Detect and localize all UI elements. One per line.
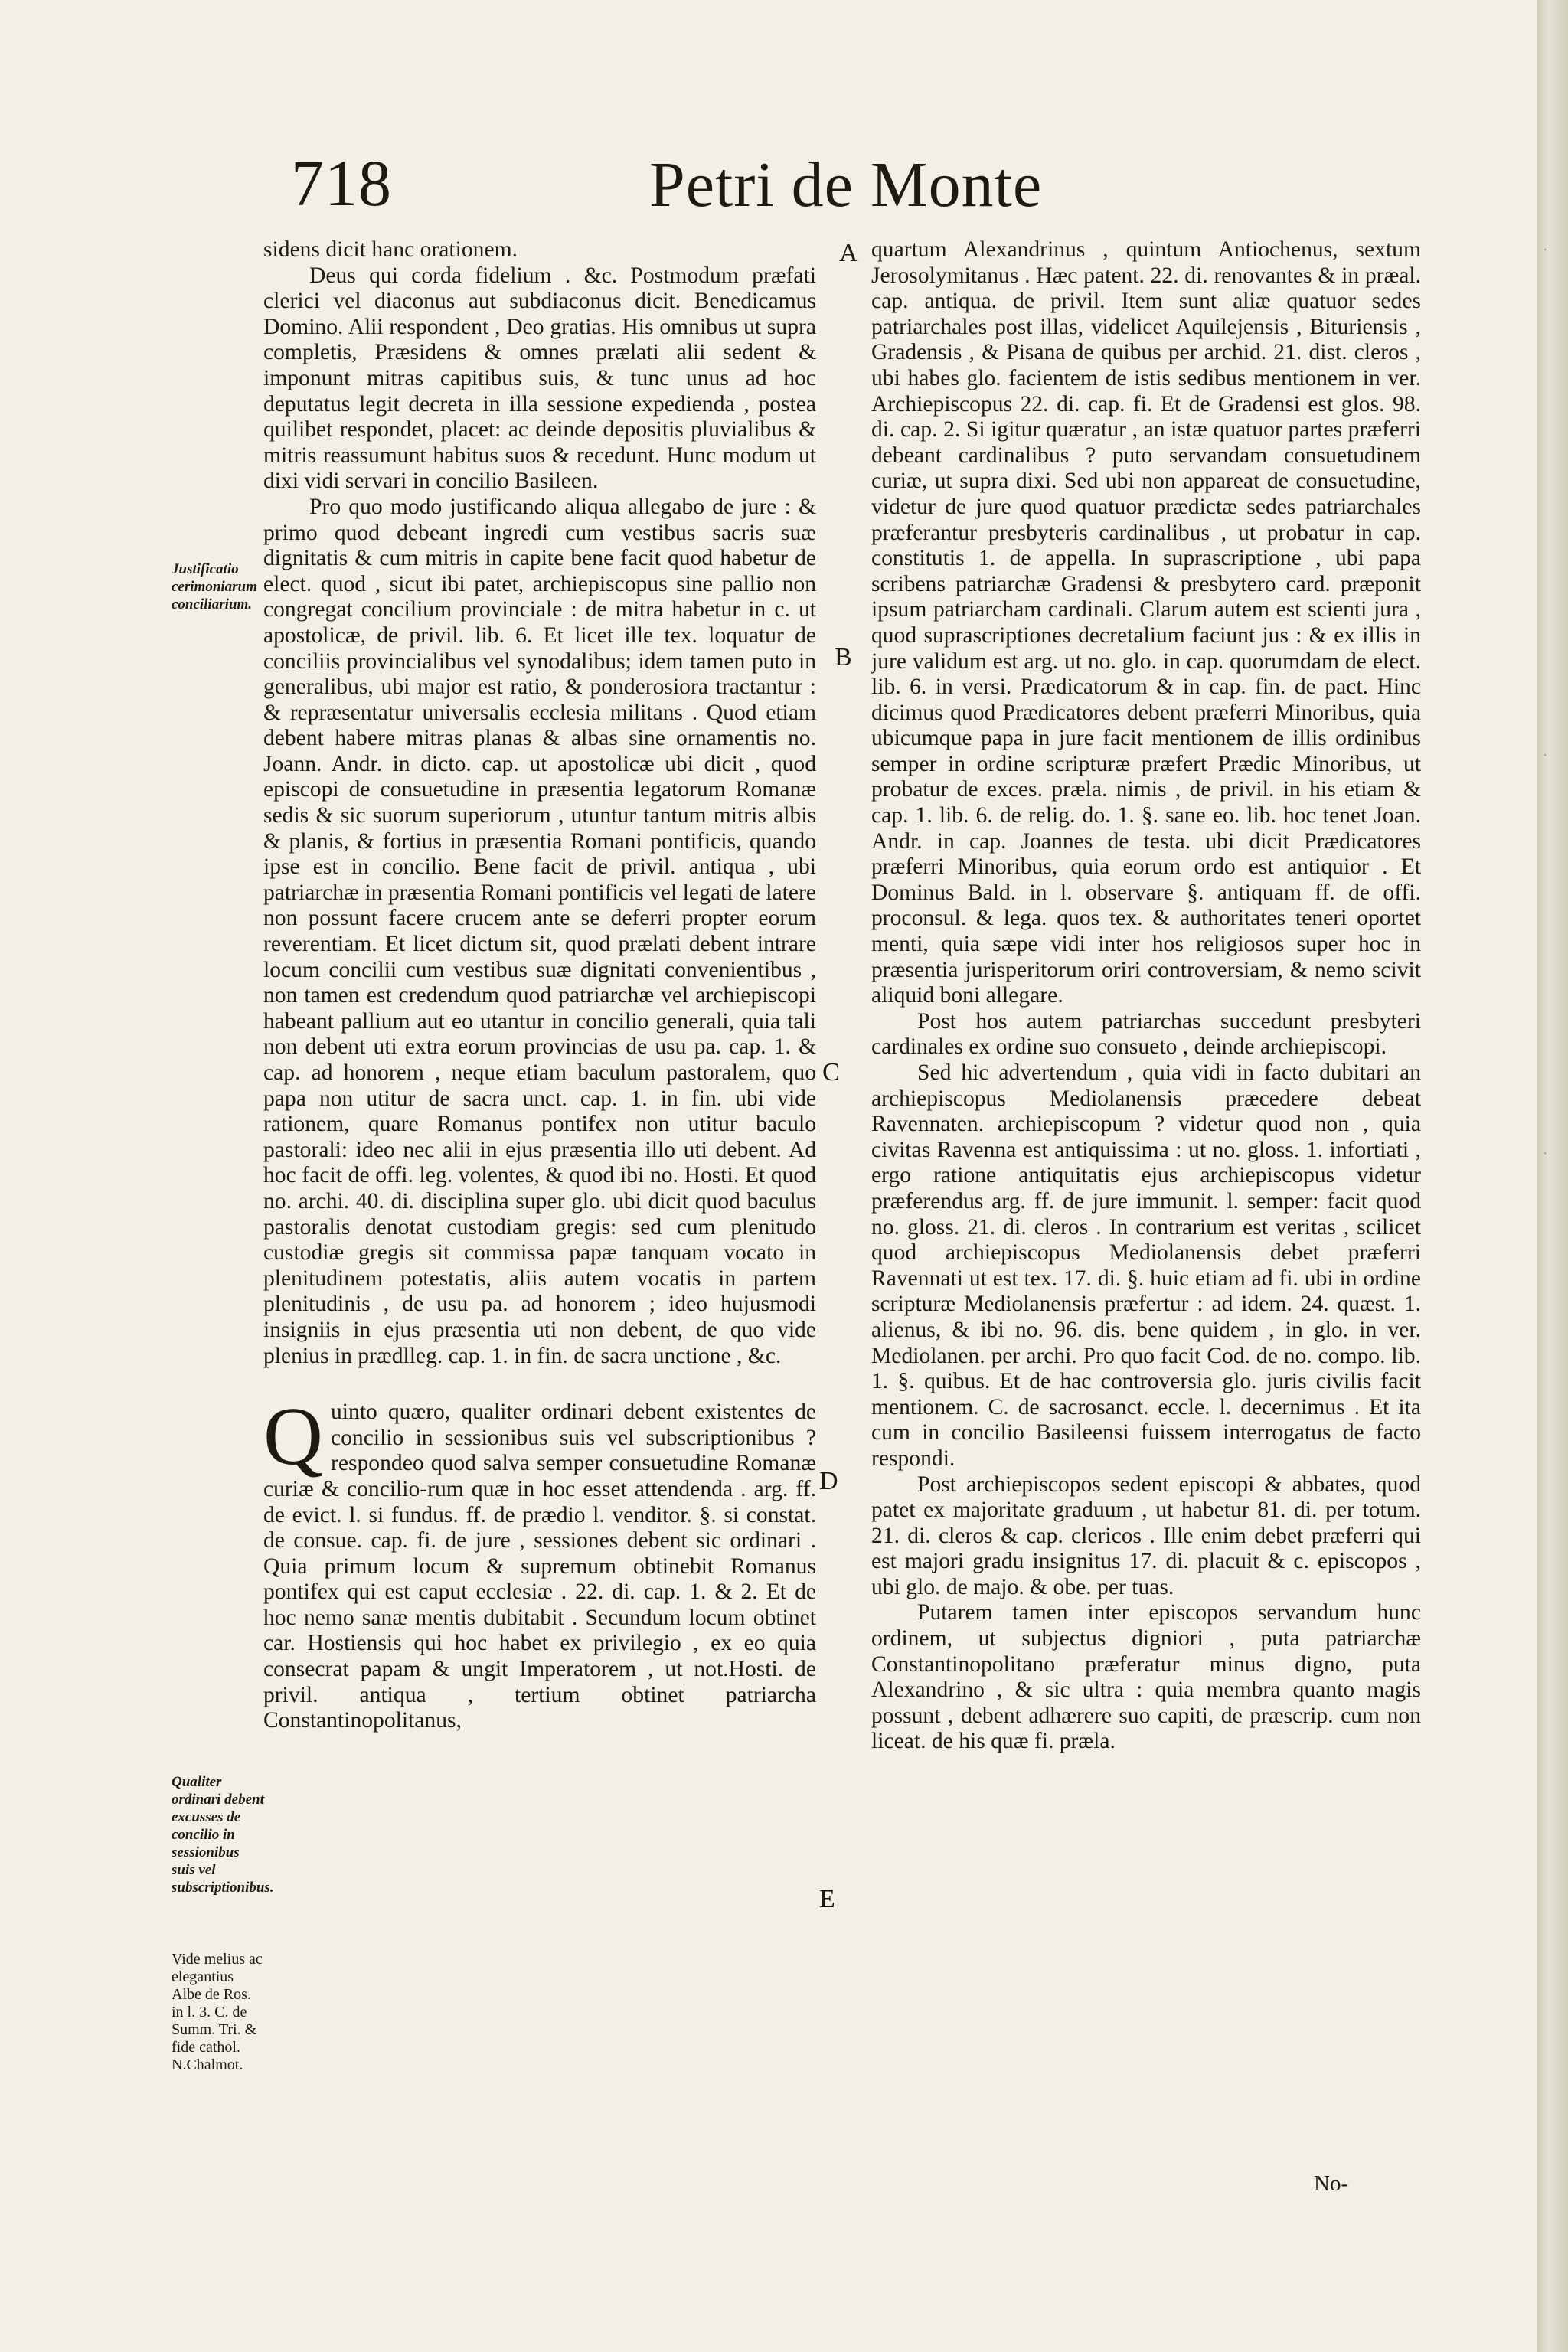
right-paragraph-4: Post archiepiscopos sedent episcopi & abbates, quod patet ex majoritate graduum , ut habetur 81. di. per totum. 21. di. cleros & cap. clericos . Ille enim debet præferri qui est majori gradu insignitus 17. di. placuit & c. episcopos , ubi glo. de majo. & obe. per tuas. [871,1472,1421,1599]
next-page-edge [1537,0,1568,2352]
catch-word: No- [1314,2171,1349,2196]
margin-note-qualiter: Qualiter ordinari debent excusses de concilio in sessionibus suis vel subscriptionibus. [172,1774,274,1896]
right-column [871,237,1421,1755]
edge-fragment: · [1544,245,1547,256]
margin-note-vide: Vide melius ac elegantius Albe de Ros. in l. 3. C. de Summ. Tri. & fide cathol. N.Chalmot. [172,1951,263,2073]
section-letter-c: C [822,1058,840,1086]
left-paragraph-2: Deus qui corda fidelium . &c. Postmodum præfati clerici vel diaconus aut subdiaconus dicit. Benedicamus Domino. Alii respondent , Deo gratias. His omnibus ut supra completis, Præsidens & omnes prælati alii sedent & imponunt mitras capitibus suis, & tunc unus ad hoc deputatus legit decreta in illa sessione expedienda , postea quilibet respondet, placet: ac deinde depositis pluvialibus & mitris reassumunt habitus suos & recedunt. Hunc modum ut dixi vidi servari in concilio Basileen. [263,263,816,494]
left-paragraph-4-text: uinto quæro, qualiter ordinari debent existentes de concilio in sessionibus suis vel subscriptionibus ? respondeo quod salva semper consuetudine Romanæ curiæ & concilio-rum quæ in hoc esset attendenda . arg. ff. de evict. l. si fundus. ff. de prædio l. venditor. §. si constat. de consue. cap. fi. de jure , sessiones debent sic ordinari . Quia primum locum & supremum obtinebit Romanus pontifex qui est caput ecclesiæ . 22. di. cap. 1. & 2. Et de hoc nemo sanæ mentis dubitabit . Secundum locum obtinet car. Hostiensis qui hoc habet ex privilegio , ex eo quia consecrat papam & ungit Imperatorem , ut not.Hosti. de privil. antiqua , tertium obtinet patriarcha Constantinopolitanus, [263,1400,816,1733]
section-letter-a: A [839,239,858,267]
section-letter-d: D [819,1467,838,1495]
right-paragraph-3: Sed hic advertendum , quia vidi in facto dubitari an archiepiscopus Mediolanensis præcedere debeat Ravennaten. archiepiscopum ? videtur quod non , quia civitas Ravenna est antiquissima : ut no. gloss. 1. infortiati , ergo ratione antiquitatis ejus archiepiscopus videtur præferendus arg. ff. de jure immunit. l. semper: facit quod no. gloss. 21. di. cleros . In contrarium est veritas , scilicet quod archiepiscopus Mediolanensis debet præferri Ravennati ut est tex. 17. di. §. huic etiam ad fi. ubi in ordine scripturæ Mediolanensis præfertur : ad idem. 24. quæst. 1. alienus, & ibi no. 96. dis. bene quidem , in glo. in ver. Mediolanen. per archi. Pro quo facit Cod. de no. compo. lib. 1. §. quibus. Et de hac controversia glo. juris civilis facit mentionem. C. de sacrosanct. eccle. l. decernimus . Et ita cum in concilio Basileensi fuissem interrogatus de facto respondi. [871,1060,1421,1471]
margin-note-justificatio: Justificatio cerimoniarum conciliarium. [172,561,257,612]
running-title: Petri de Monte [649,149,1043,220]
section-letter-b: B [835,643,852,671]
right-paragraph-2: Post hos autem patriarchas succedunt presbyteri cardinales ex ordine suo consueto , deinde archiepiscopi. [871,1008,1421,1060]
left-column [263,237,816,1734]
drop-cap-initial: Q [263,1391,323,1483]
left-paragraph-1: sidens dicit hanc orationem. [263,237,518,262]
right-paragraph-1: quartum Alexandrinus , quintum Antiochenus, sextum Jerosolymitanus . Hæc patent. 22. di. renovantes & in præal. cap. antiqua. de privil. Item sunt aliæ quatuor sedes patriarchales post illas, videlicet Aquilejensis , Bituriensis , Gradensis , & Pisana de quibus per archid. 21. dist. cleros , ubi habes glo. facientem de istis sedibus mentionem in ver. Archiepiscopus 22. di. cap. fi. Et de Gradensi est glos. 98. di. cap. 2. Si igitur quæratur , an istæ quatuor partes præferri debeant cardinalibus ? puto servandam consuetudinem curiæ, ut supra dixi. Sed ubi non appareat de consuetudine, videtur de jure quod quatuor prædictæ sedes patriarchales præferantur presbyteris cardinalibus , ut probatur in cap. constitutis 1. de appella. In suprascriptione , ubi papa scribens patriarchæ Gradensi & presbytero card. præponit ipsum patriarcham cardinali. Clarum autem est scienti jura , quod suprascriptiones decretalium faciunt jus : & ex illis in jure validum est arg. ut no. glo. in cap. quorumdam de elect. lib. 6. in versi. Prædicatorum & in cap. fin. de pact. Hinc dicimus quod Prædicatores debent præferri Minoribus, quia ubicumque papa in jure facit mentionem de illis ordinibus semper in ordine scripturæ præfert Prædic Minoribus, ut probatur de exces. præla. nimis , de privil. in his etiam & cap. 1. lib. 6. de relig. do. 1. §. sane eo. lib. hoc tenet Joan. Andr. in cap. Joannes de testa. ubi dicit Prædicatores præferri Minoribus, quia eorum ordo est antiquior . Et Dominus Bald. in l. observare §. antiquam ff. de offi. proconsul. & lega. quos tex. & authoritates teneri oportet menti, quia sæpe vidi inter hos religiosos super hoc in præsentia jurisperitorum oriri controversiam, & nemo scivit aliquid boni allegare. [871,237,1421,1008]
edge-fragment: · [1544,1148,1547,1160]
section-letter-e: E [819,1885,835,1913]
edge-fragment: · [1544,750,1547,762]
page-number: 718 [291,146,392,220]
left-paragraph-4 [263,1391,816,1734]
right-paragraph-5: Putarem tamen inter episcopos servandum hunc ordinem, ut subjectus digniori , puta patriarchæ Constantinopolitano præferatur minus digno, puta Alexandrino , & sic ultra : quia membra quanto magis possunt , debent adhærere suo capiti, de præscrip. cum non liceat. de his quæ fi. præla. [871,1600,1421,1754]
left-paragraph-3: Pro quo modo justificando aliqua allegabo de jure : & primo quod debeant ingredi cum vestibus sacris suæ dignitatis & cum mitris in capite bene facit quod habetur de elect. quod , sicut ibi patet, archiepiscopus sine pallio non congregat concilium provinciale : de mitra habetur in c. ut apostolicæ, de privil. lib. 6. Et licet ille tex. loquatur de conciliis provincialibus vel synodalibus; idem tamen puto in generalibus, ubi major est ratio, & ponderosiora tractantur : & repræsentatur universalis ecclesia militans . Quod etiam debent habere mitras planas & albas sine ornamentis no. Joann. Andr. in dicto. cap. ut apostolicæ ubi dicit , quod episcopi de consuetudine in præsentia legatorum Romanæ sedis & sic suorum superiorum , utuntur tantum mitris albis & planis, & fortius in præsentia Romani pontificis, quando ipse est in concilio. Bene facit de privil. antiqua , ubi patriarchæ in præsentia Romani pontificis vel legati de latere non possunt facere crucem ante se deferri propter eorum reverentiam. Et licet dictum sit, quod prælati debent intrare locum concilii cum vestibus suæ dignitati convenientibus , non tamen est credendum quod patriarchæ vel archiepiscopi habeant pallium aut eo utantur in concilio generali, quia tali non debent uti extra eorum provincias de usu pa. cap. 1. & cap. ad honorem , neque etiam baculum pastoralem, quo papa non utitur de sacra unct. cap. 1. in fin. ubi vide rationem, quare Romanus pontifex non utitur baculo pastorali: ideo nec alii in ejus præsentia illo uti debent. Ad hoc facit de offi. leg. volentes, & quod ibi no. Hosti. Et quod no. archi. 40. di. disciplina super glo. ubi dicit quod baculus pastoralis denotat custodiam gregis: sed cum plenitudo custodiæ gregis sit commissa papæ tanquam vocato in plenitudinem potestatis, aliis autem vocatis in partem plenitudinis , de usu pa. ad honorem ; ideo hujusmodi insigniis in ejus præsentia uti non debent, de quo vide plenius in prædlleg. cap. 1. in fin. de sacra unctione , &c. [263,494,816,1368]
